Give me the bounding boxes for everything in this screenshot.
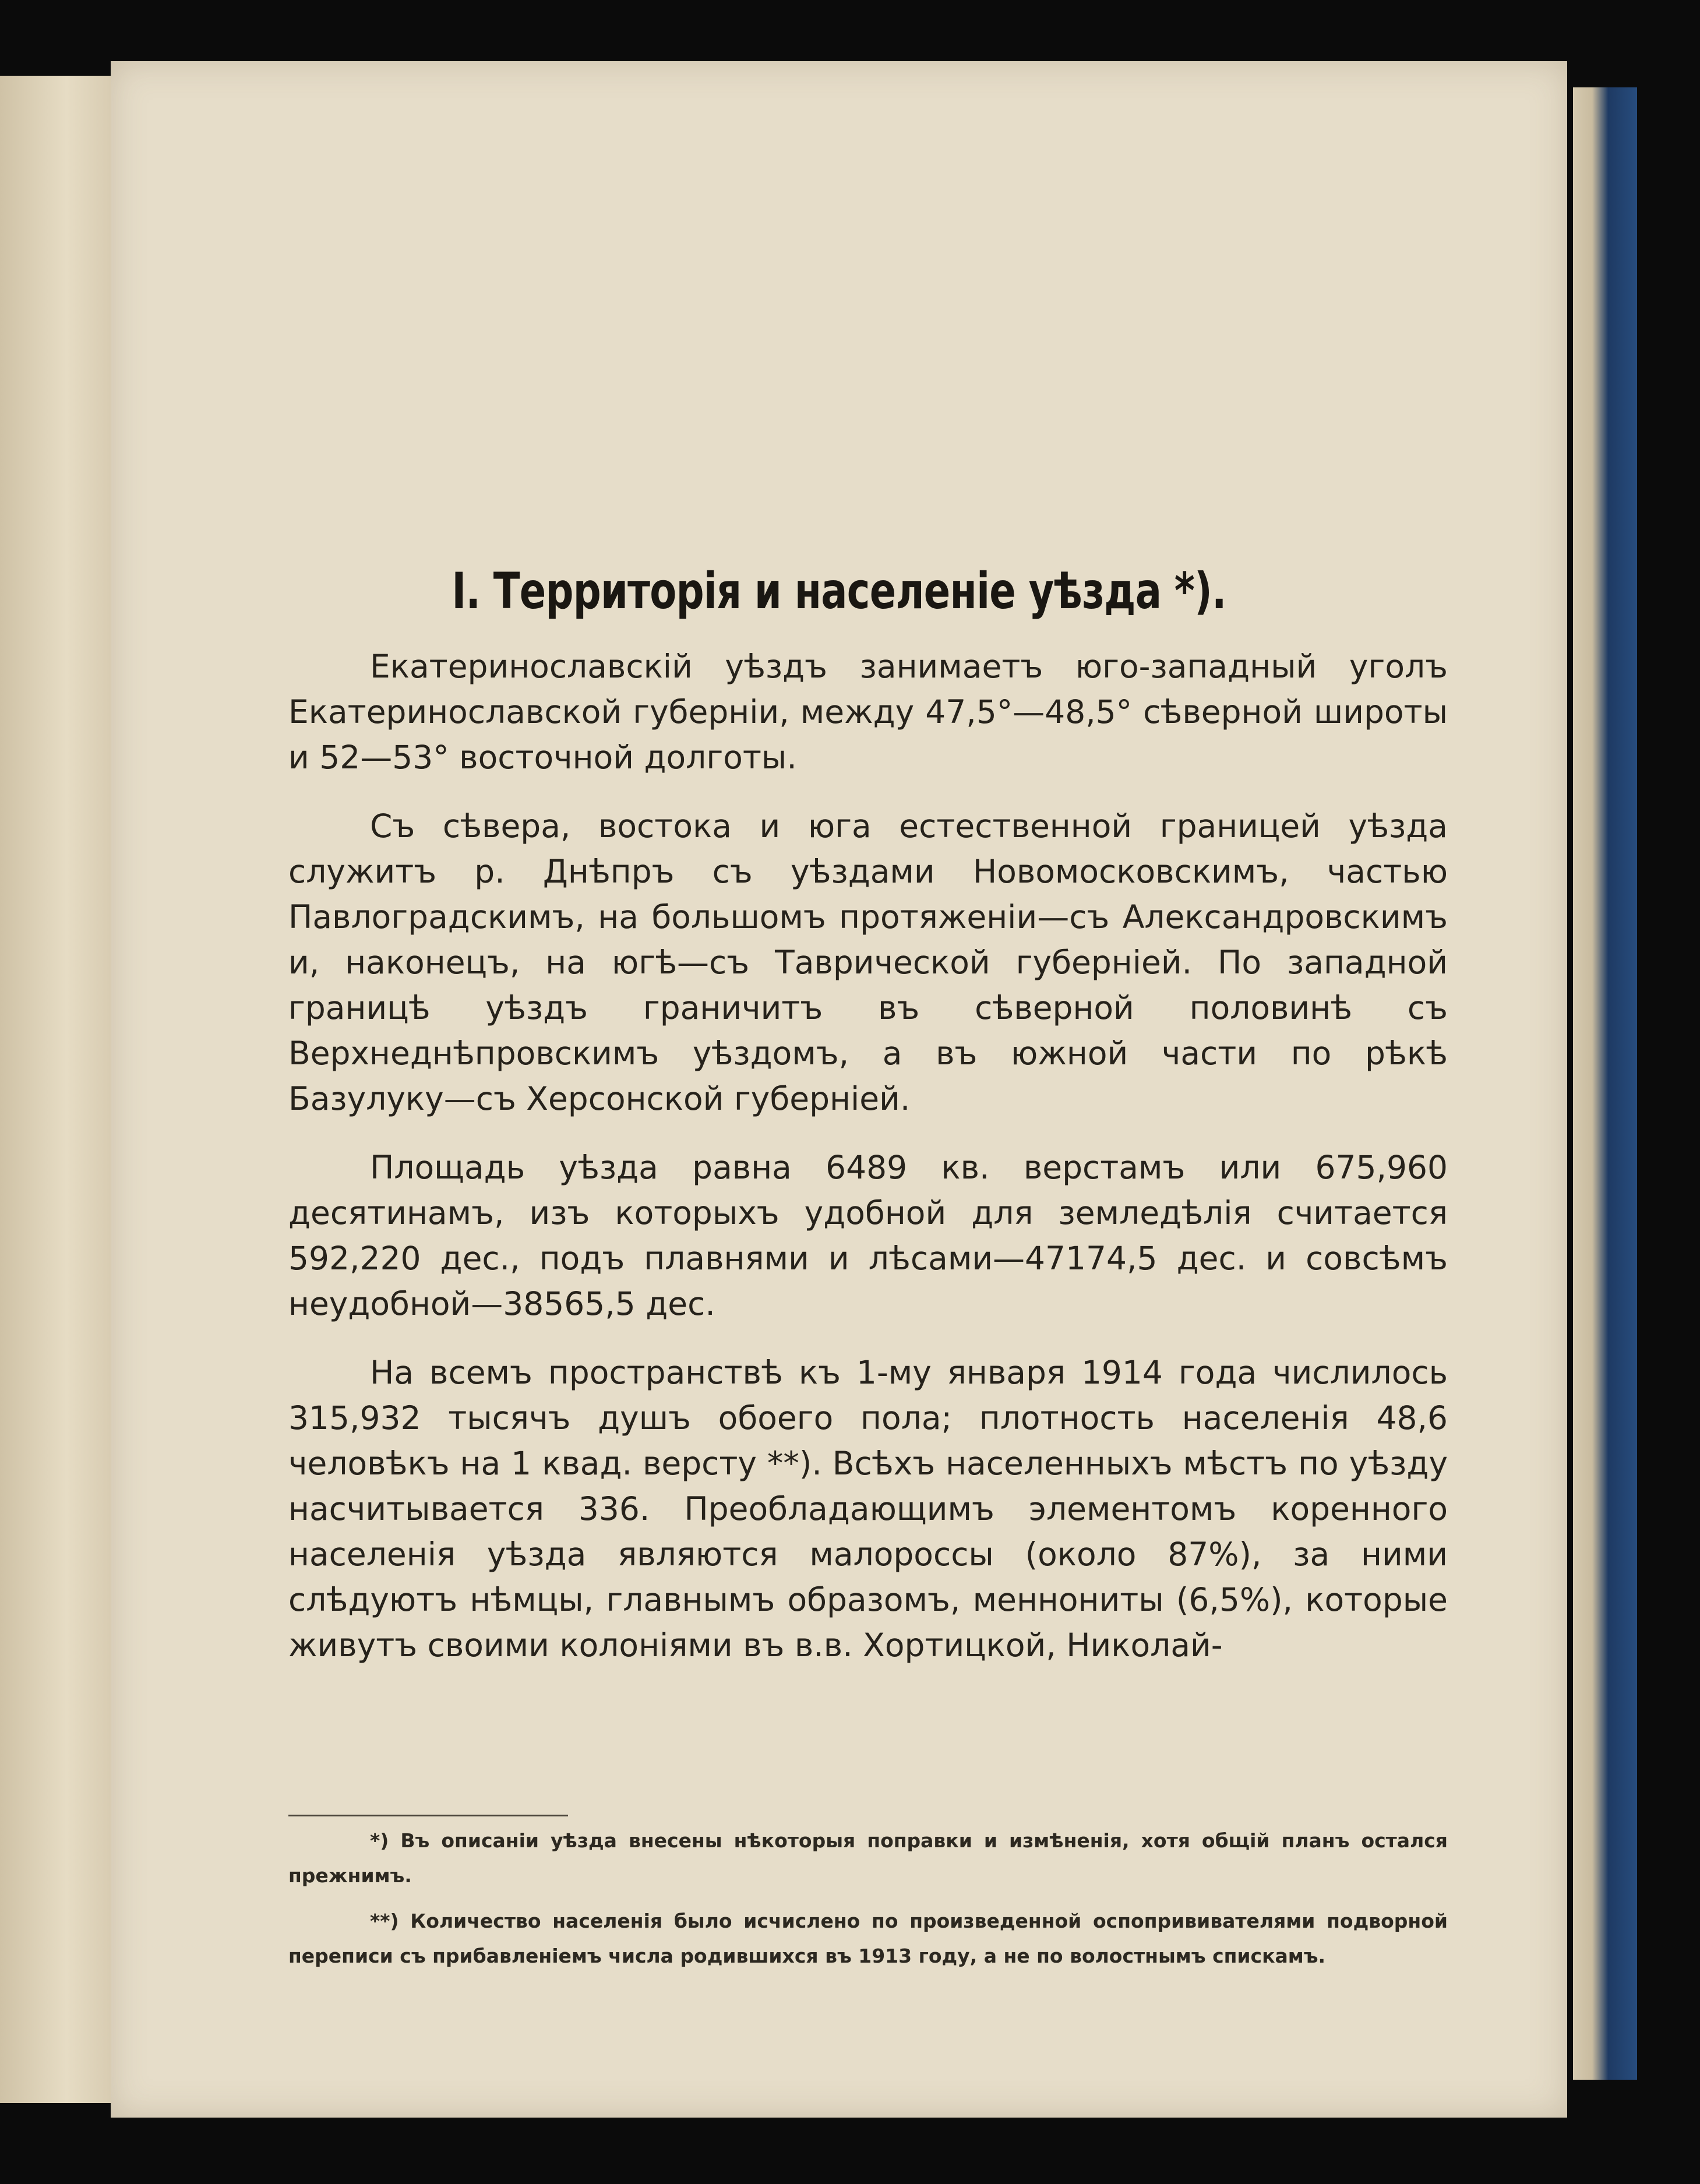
footnote-divider <box>288 1815 568 1816</box>
section-title: I. Территорія и населеніе уѣзда *). <box>452 562 1226 620</box>
paragraph: Площадь уѣзда равна 6489 кв. верстамъ или 675,960 десятинамъ, изъ которыхъ удобной для земледѣлія считается 592,220 дес., подъ плавнями и лѣсами—47174,5 дес. и совсѣмъ неудобной—38565,5 дес. <box>288 1149 1448 1322</box>
left-page-edge <box>0 76 112 2103</box>
footnote: **) Количество населенія было исчислено по произведенной оспопрививателями подворной переписи съ прибавленіемъ числа родившихся въ 1913 году, а не по волостнымъ спискамъ. <box>288 1910 1448 1967</box>
paragraph: Съ сѣвера, востока и юга естественной границей уѣзда служитъ р. Днѣпръ съ уѣздами Новомосковскимъ, частью Павлоградскимъ, на большомъ протяженіи—съ Александровскимъ и, наконецъ, на югѣ—съ Таврической губерніей. По западной границѣ уѣздъ граничитъ въ сѣверной половинѣ съ Верхнеднѣпровскимъ уѣздомъ, а въ южной части по рѣкѣ Базулуку—съ Херсонской губерніей. <box>288 807 1448 1117</box>
book-page <box>111 61 1567 2118</box>
footnote: *) Въ описаніи уѣзда внесены нѣкоторыя поправки и измѣненія, хотя общій планъ остался прежнимъ. <box>288 1829 1448 1887</box>
paragraph: На всемъ пространствѣ къ 1-му января 1914 года числилось 315,932 тысячъ душъ обоего пола; плотность населенія 48,6 человѣкъ на 1 квад. версту **). Всѣхъ населенныхъ мѣстъ по уѣзду насчитывается 336. Преобладающимъ элементомъ коренного населенія уѣзда являются малороссы (около 87%), за ними слѣдуютъ нѣмцы, главнымъ образомъ, меннониты (6,5%), которые живутъ своими колоніями въ в.в. Хортицкой, Николай- <box>288 1354 1448 1664</box>
book-cover-edge <box>1573 87 1637 2080</box>
body-text <box>288 644 1448 1668</box>
paragraph: Екатеринославскій уѣздъ занимаетъ юго-западный уголъ Екатеринославской губерніи, между 47,5°—48,5° сѣверной широты и 52—53° восточной долготы. <box>288 648 1448 776</box>
footnotes <box>288 1823 1448 1984</box>
